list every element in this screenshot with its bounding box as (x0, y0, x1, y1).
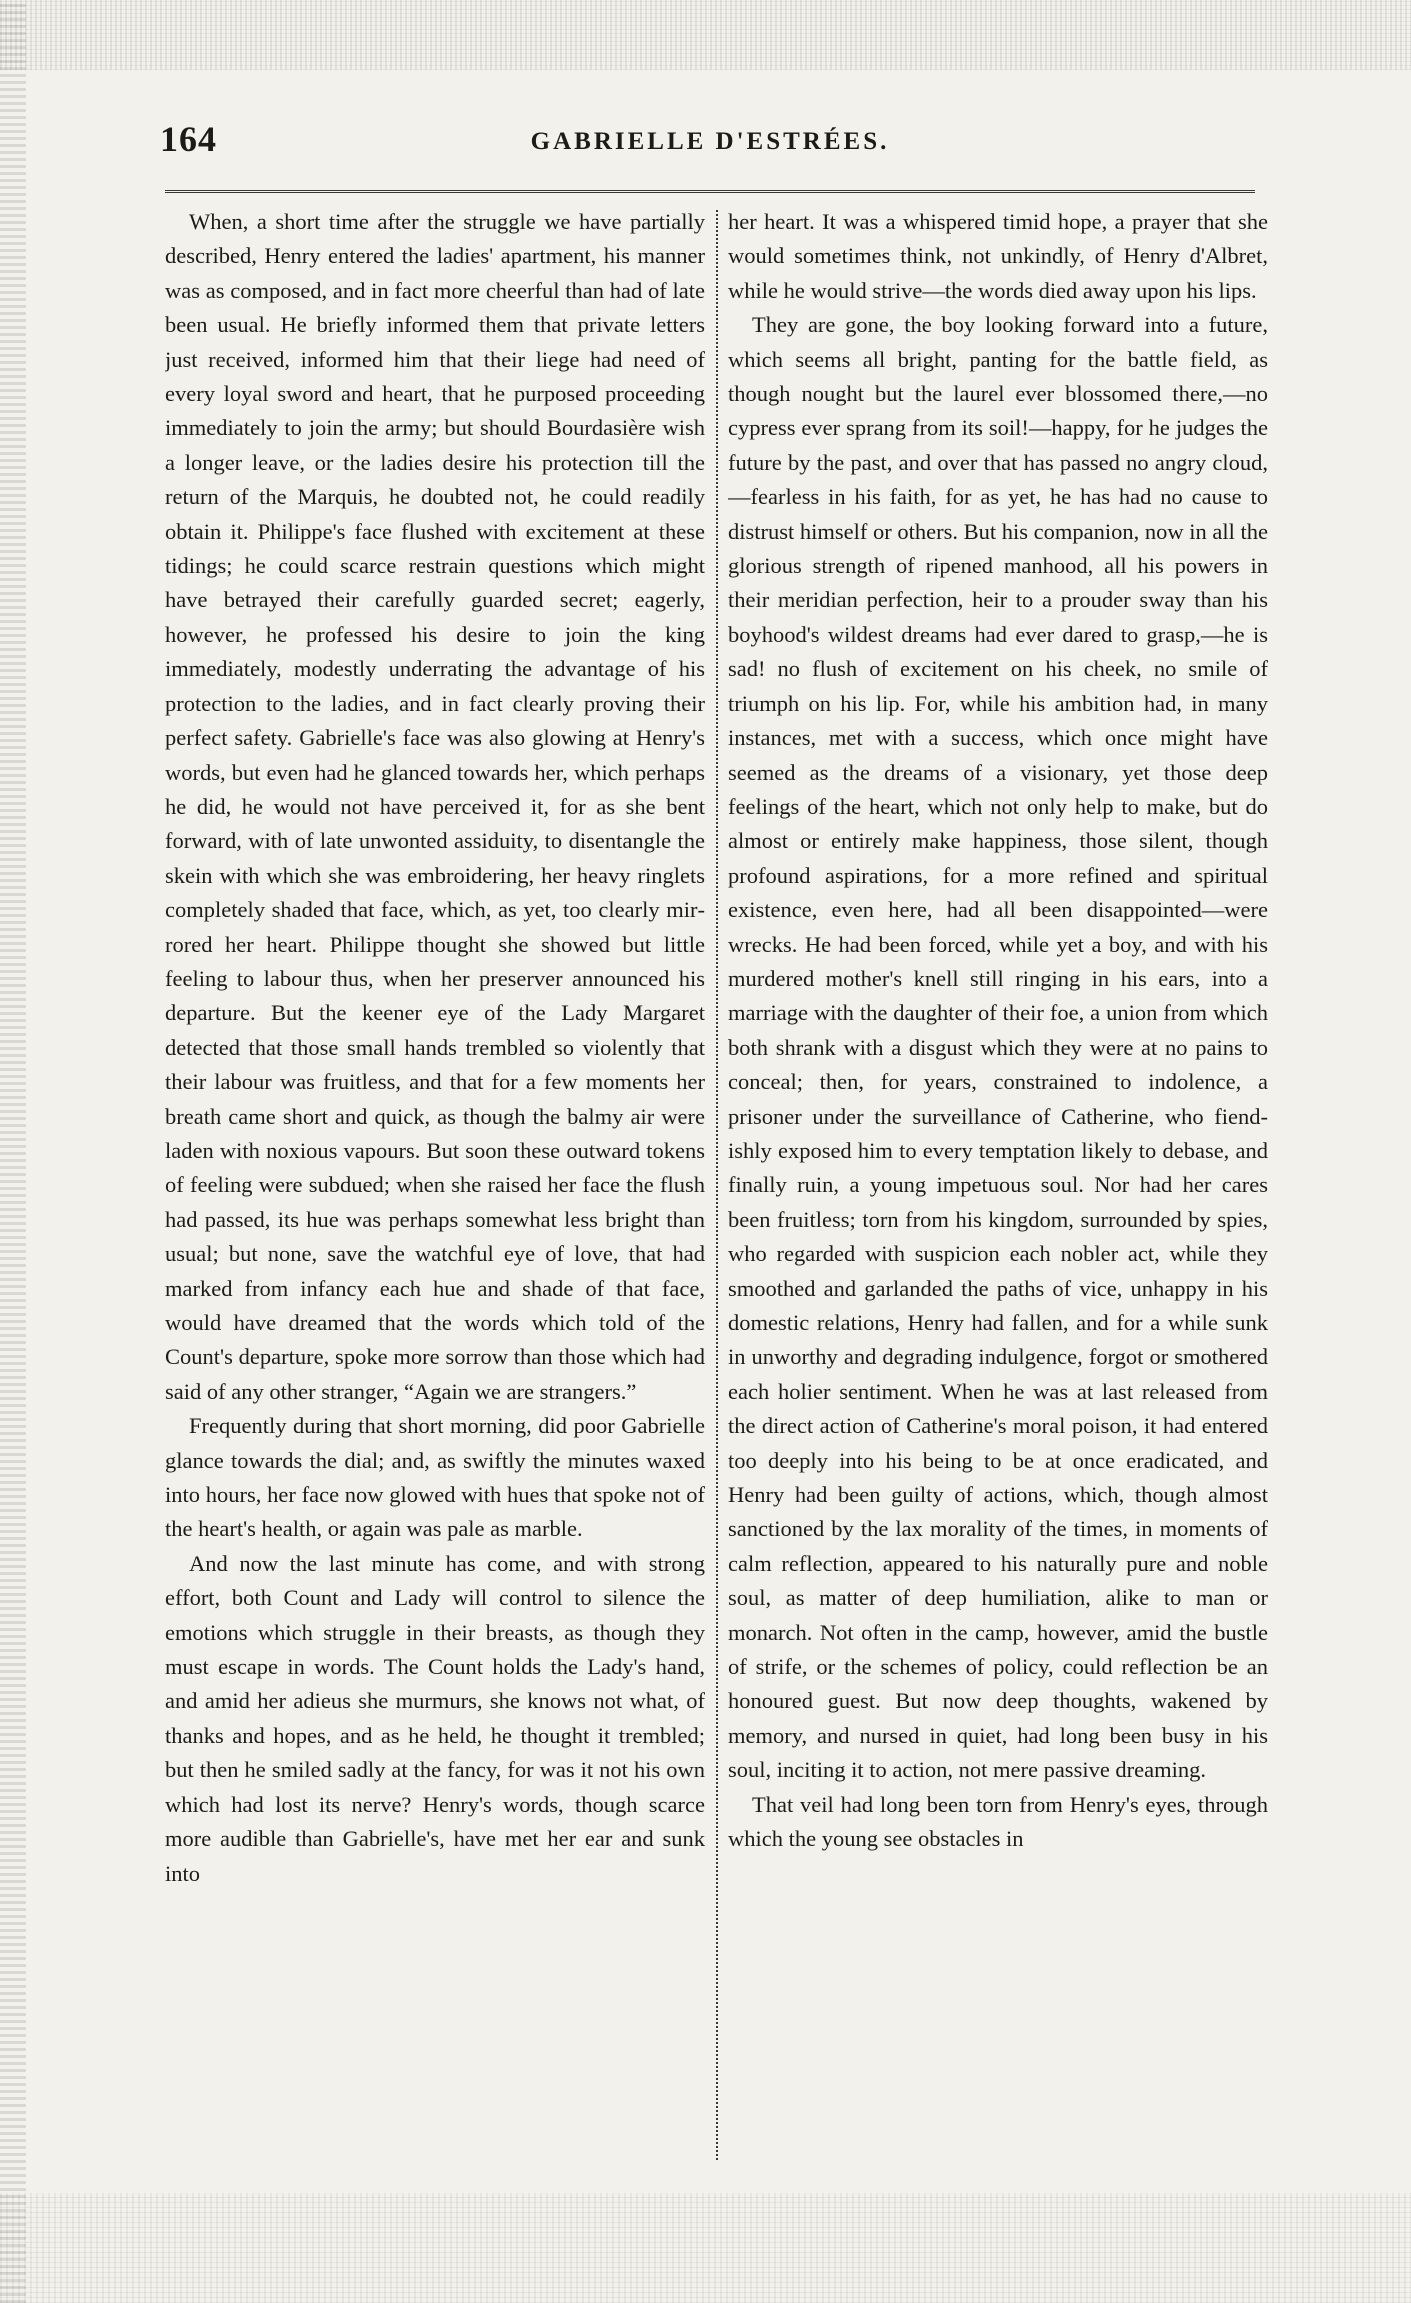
left-column (165, 205, 705, 2180)
running-title: GABRIELLE D'ESTRÉES. (530, 128, 890, 155)
scan-noise-left-edge (0, 0, 26, 2303)
paragraph: That veil had long been torn from Henry's eyes, through which the young see obstacles in (728, 1791, 1268, 1852)
paragraph-continued: her heart. It was a whispered timid hope, a prayer that she would sometimes think, not unkindly, of Henry d'Albret, while he would strive—the words died away upon his lips. (728, 209, 1268, 303)
page-number: 164 (160, 119, 217, 159)
column-divider (716, 210, 718, 2160)
scan-noise-bottom (0, 2193, 1411, 2303)
paragraph: When, a short time after the struggle we have partially described, Henry entered the ladies' apartment, his manner was as composed, and in fact more cheerful than had of late been usual. He briefly informed them that private letters just received, informed him that their liege had need of every loyal sword and heart, that he purposed proceeding immediately to join the army; but should Bourdasière wish a longer leave, or the ladies desire his protection till the return of the Marquis, he doubted not, he could readily obtain it. Philippe's face flushed with excitement at these tidings; he could scarce restrain questions which might have betrayed their carefully guarded secret; eagerly, however, he professed his desire to join the king immediately, modestly underrating the advantage of his protection to the ladies, and in fact clearly proving their perfect safety. Gabrielle's face was also glowing at Henry's words, but even had he glanced towards her, which perhaps he did, he would not have perceived it, for as she bent forward, with of late unwonted assiduity, to disentangle the skein with which she was embroidering, her heavy ringlets completely shaded that face, which, as yet, too clearly mirrored her heart. Philippe thought she showed but little feeling to labour thus, when her preserver announced his departure. But the keener eye of the Lady Margaret detected that those small hands trembled so violently that their labour was fruitless, and that for a few moments her breath came short and quick, as though the balmy air were laden with noxious vapours. But soon these outward tokens of feeling were subdued; when she raised her face the flush had passed, its hue was perhaps somewhat less bright than usual; but none, save the watchful eye of love, that had marked from infancy each hue and shade of that face, would have dreamed that the words which told of the Count's departure, spoke more sorrow than those which had said of any other stranger, “Again we are strangers.” (165, 209, 705, 1404)
paragraph: Frequently during that short morning, did poor Gabrielle glance towards the dial; and, as swiftly the minutes waxed into hours, her face now glowed with hues that spoke not of the heart's health, or again was pale as marble. (165, 1413, 705, 1542)
header-rule (165, 190, 1255, 193)
page-header (160, 118, 1260, 168)
paragraph: And now the last minute has come, and with strong effort, both Count and Lady will control to silence the emotions which struggle in their breasts, as though they must escape in words. The Count holds the Lady's hand, and amid her adieus she murmurs, she knows not what, of thanks and hopes, and as he held, he thought it trembled; but then he smiled sadly at the fancy, for was it not his own which had lost its nerve? Henry's words, though scarce more audible than Gabrielle's, have met her ear and sunk into (165, 1550, 705, 1886)
right-column (728, 205, 1268, 2180)
paragraph: They are gone, the boy looking forward into a future, which seems all bright, panting for the battle field, as though nought but the laurel ever blossomed there,—no cypress ever sprang from its soil!—happy, for he judges the future by the past, and over that has passed no angry cloud,—fearless in his faith, for as yet, he has had no cause to distrust himself or others. But his companion, now in all the glorious strength of ripened manhood, all his powers in their meridian perfection, heir to a prouder sway than his boyhood's wildest dreams had ever dared to grasp,—he is sad! no flush of excitement on his cheek, no smile of triumph on his lip. For, while his ambition had, in many instances, met with a success, which once might have seemed as the dreams of a visionary, yet those deep feelings of the heart, which not only help to make, but do almost or entirely make happiness, those silent, though profound aspirations, for a more refined and spiritual existence, even here, had all been disappointed—were wrecks. He had been forced, while yet a boy, and with his murdered mother's knell still ringing in his ears, into a marriage with the daughter of their foe, a union from which both shrank with a disgust which they were at no pains to conceal; then, for years, constrained to indolence, a prisoner under the surveillance of Catherine, who fiendishly exposed him to every temptation likely to debase, and finally ruin, a young impetuous soul. Nor had her cares been fruitless; torn from his kingdom, surrounded by spies, who regarded with suspicion each nobler act, while they smoothed and garlanded the paths of vice, unhappy in his domestic relations, Henry had fallen, and for a while sunk in unworthy and degrading indulgence, forgot or smothered each holier sentiment. When he was at last released from the direct action of Catherine's moral poison, it had entered too deeply into his being to be at once eradicated, and Henry had been guilty of actions, which, though almost sanctioned by the lax morality of the times, in moments of calm reflection, appeared to his naturally pure and noble soul, as matter of deep humiliation, alike to man or monarch. Not often in the camp, however, amid the bustle of strife, or the schemes of policy, could reflection be an honoured guest. But now deep thoughts, wakened by memory, and nursed in quiet, had long been busy in his soul, inciting it to action, not mere passive dreaming. (728, 312, 1268, 1783)
scan-noise-top (0, 0, 1411, 70)
